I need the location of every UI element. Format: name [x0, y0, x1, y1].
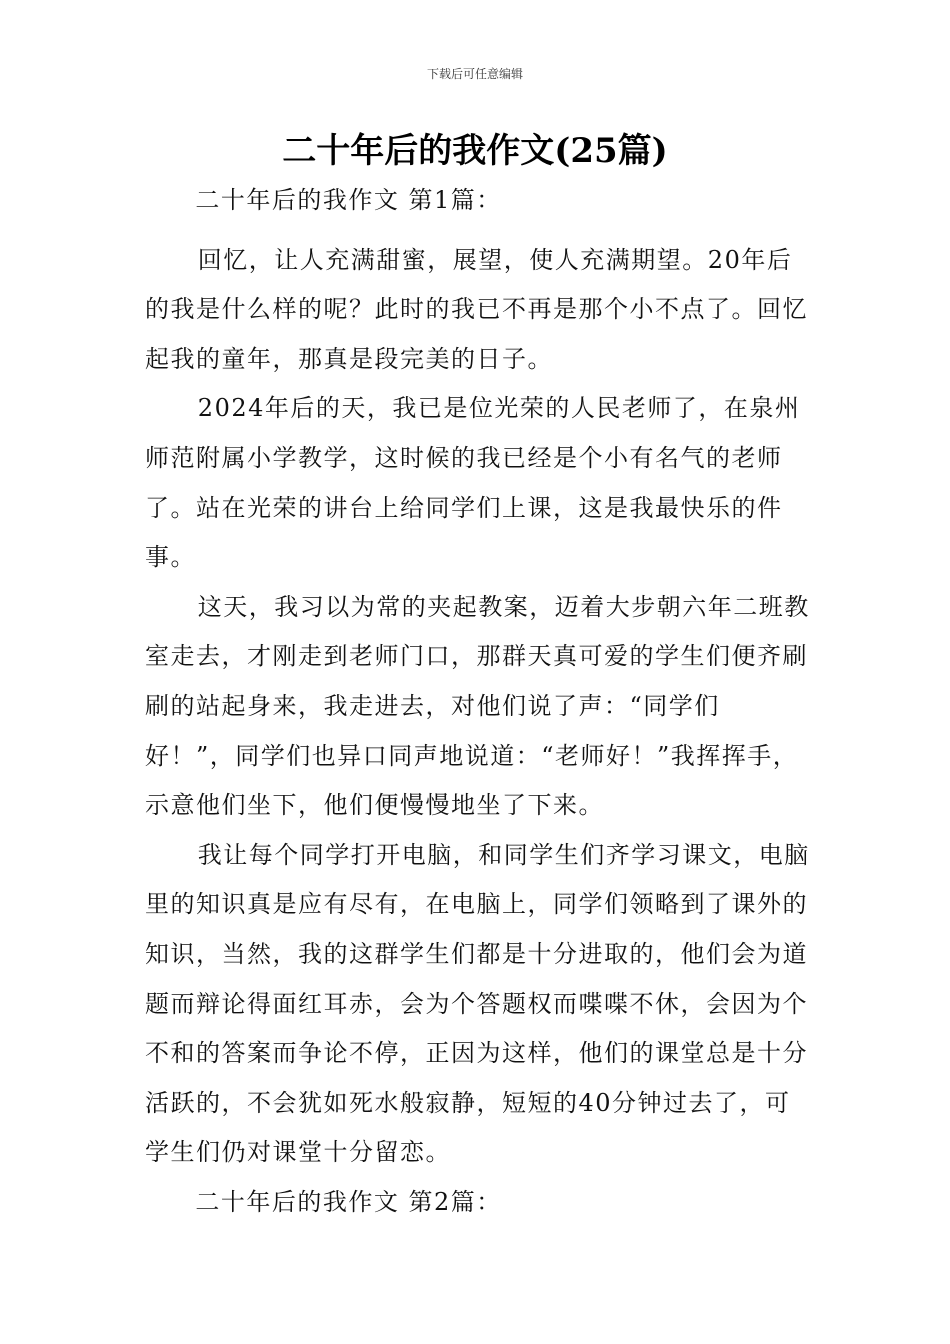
paragraph-3: 这天，我习以为常的夹起教案，迈着大步朝六年二班教室走去，才刚走到老师门口，那群天真可爱的学生们便齐刷刷的站起身来，我走进去，对他们说了声：“同学们好！”，同学们也异口同声地说道：“老师好！”我挥挥手，示意他们坐下，他们便慢慢地坐了下来。 — [145, 592, 810, 820]
paragraph-1: 回忆，让人充满甜蜜，展望，使人充满期望。20年后的我是什么样的呢？此时的我已不再是那个小不点了。回忆起我的童年，那真是段完美的日子。 — [145, 245, 808, 373]
header-note: 下载后可任意编辑 — [426, 67, 523, 81]
paragraph-4: 我让每个同学打开电脑，和同学生们齐学习课文，电脑里的知识真是应有尽有，在电脑上，同学们领略到了课外的知识，当然，我的这群学生们都是十分进取的，他们会为道题而辩论得面红耳赤，会为个答题权而喋喋不休，会因为个不和的答案而争论不停，正因为这样，他们的课堂总是十分活跃的，不会犹如死水般寂静，短短的40分钟过去了，可学生们仍对课堂十分留恋。 — [145, 840, 810, 1167]
document-body — [145, 176, 810, 1237]
section-heading-2: 二十年后的我作文 第2篇： — [195, 1187, 502, 1216]
paragraph-2: 2024年后的天，我已是位光荣的人民老师了，在泉州师范附属小学教学，这时候的我已经是个小有名气的老师了。站在光荣的讲台上给同学们上课，这是我最快乐的件事。 — [145, 394, 801, 572]
document-title: 二十年后的我作文(25篇) — [282, 131, 668, 171]
section-heading-1: 二十年后的我作文 第1篇： — [195, 186, 502, 214]
